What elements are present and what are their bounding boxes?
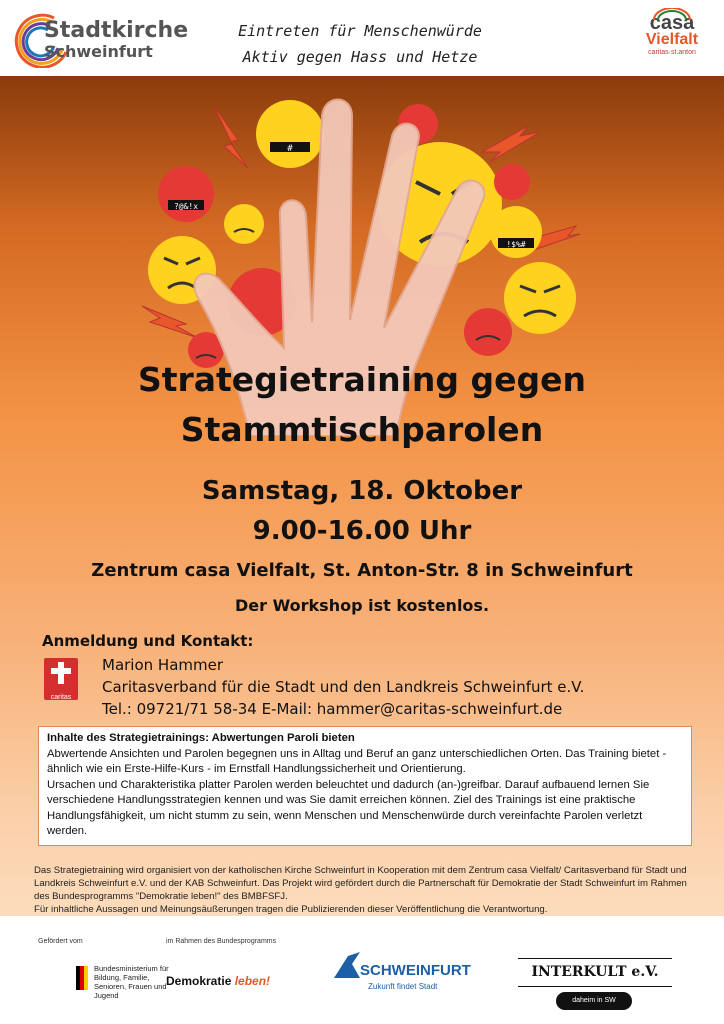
caritas-logo	[44, 658, 78, 700]
casa-vielfalt-logo	[638, 8, 706, 68]
contact-phone-email[interactable]: Tel.: 09721/71 58-34 E-Mail: hammer@caritas-schweinfurt.de	[102, 700, 563, 718]
demokratie-leben-logo	[166, 974, 270, 988]
angry-emoji-icon	[504, 262, 576, 334]
angry-emoji-icon	[490, 206, 542, 258]
contact-org: Caritasverband für die Stadt und den Landkreis Schweinfurt e.V.	[102, 678, 585, 696]
contents-heading: Inhalte des Strategietrainings: Abwertungen Paroli bieten	[47, 732, 355, 744]
interkult-sub-badge: daheim in SW	[556, 992, 632, 1010]
lightning-icon	[214, 106, 248, 168]
footer-note-line2: Für inhaltliche Aussagen und Meinungsäußerungen tragen die Publizierenden dieser Veröffentlichung die Verantwortung.	[34, 904, 548, 915]
contents-para1: Abwertende Ansichten und Parolen begegnen uns in Alltag und Beruf an ganz unterschiedlichen Orten. Das Training bietet - ähnlich wie ein Erste-Hilfe-Kurs - im Ernstfall Handlungssicherheit und Orientierung.	[47, 747, 667, 775]
ministry-logo-text: Bundesministerium für Bildung, Familie, Senioren, Frauen und Jugend	[94, 964, 169, 1000]
interkult-line	[518, 986, 672, 987]
svg-text:#: #	[287, 144, 293, 154]
angry-emoji-icon	[494, 164, 530, 200]
angry-emoji-icon	[224, 204, 264, 244]
title-line2: Stammtischparolen	[180, 410, 544, 449]
schweinfurt-logo-text: SCHWEINFURT	[360, 962, 471, 979]
emoji-symbol-text: !$%#	[506, 240, 526, 249]
demokratie-text: Demokratie	[166, 974, 232, 988]
footer-note-line1: Das Strategietraining wird organisiert von der katholischen Kirche Schweinfurt in Kooperation mit dem Zentrum casa Vielfalt/ Caritasverband für Stadt und Landkreis Schweinfurt e.V. und der KAB Schweinfurt. Das Projekt wird gefördert durch die Partnerschaft für Demokratie der Stadt Schweinfurt im Rahmen des Bundesprogramms "Demokratie leben!" des BMBFSFJ.	[34, 865, 687, 902]
angry-emoji-icon	[158, 166, 214, 222]
lightning-icon	[482, 126, 540, 162]
stadtkirche-line1: Stadtkirche	[44, 18, 189, 43]
casa-line2: Vielfalt	[645, 31, 699, 48]
sponsor-label-funded: Gefördert vom	[38, 938, 83, 945]
slogan-line2: Aktiv gegen Hass und Hetze	[242, 48, 478, 66]
time-line: 9.00-16.00 Uhr	[252, 516, 472, 546]
slogan-line1: Eintreten für Menschenwürde	[238, 22, 482, 40]
angry-emoji-icon	[256, 100, 324, 168]
emoji-symbol-text: ?@&!x	[173, 202, 199, 211]
schweinfurt-logo-icon	[332, 950, 362, 980]
casa-arc-icon	[652, 8, 692, 20]
contact-name: Marion Hammer	[102, 656, 224, 674]
angry-emoji-icon	[464, 308, 512, 356]
contents-para2: Ursachen und Charakteristika platter Parolen werden beleuchtet und dadurch (an-)greifbar. Darauf aufbauend lernen Sie verschiedene Handlungsstrategien kennen und was Sie damit erreichen können. Ziel des Trainings ist eine praktische Handlungsfähigkeit, um nicht stumm zu sein, wenn Menschen und Menschenwürde durch vereinfachte Parolen verletzt werden.	[47, 778, 650, 837]
title-line1: Strategietraining gegen	[137, 360, 587, 399]
casa-line1: casa	[649, 12, 695, 34]
schweinfurt-logo-sub: Zukunft findet Stadt	[368, 982, 438, 991]
header	[0, 0, 724, 76]
casa-line3: caritas·st.anton	[648, 49, 696, 56]
footer-note	[34, 864, 694, 916]
federal-eagle-icon	[76, 966, 90, 990]
free-note: Der Workshop ist kostenlos.	[234, 596, 490, 615]
stadtkirche-line2: Schweinfurt	[44, 42, 153, 61]
interkult-line	[518, 958, 672, 959]
caritas-logo-text: caritas	[50, 694, 72, 701]
interkult-logo-text: INTERKULT e.V.	[531, 964, 659, 980]
poster-area	[0, 76, 724, 916]
lightning-icon	[142, 306, 198, 338]
leben-text: leben!	[234, 974, 271, 988]
stadtkirche-logo	[14, 10, 189, 70]
contact-heading: Anmeldung und Kontakt:	[42, 632, 254, 650]
sponsor-label-program: im Rahmen des Bundesprogramms	[166, 938, 277, 945]
caritas-cross-icon	[44, 658, 78, 688]
date-line: Samstag, 18. Oktober	[201, 476, 523, 506]
venue-line: Zentrum casa Vielfalt, St. Anton-Str. 8 in Schweinfurt	[91, 560, 633, 581]
contents-box	[38, 726, 692, 846]
